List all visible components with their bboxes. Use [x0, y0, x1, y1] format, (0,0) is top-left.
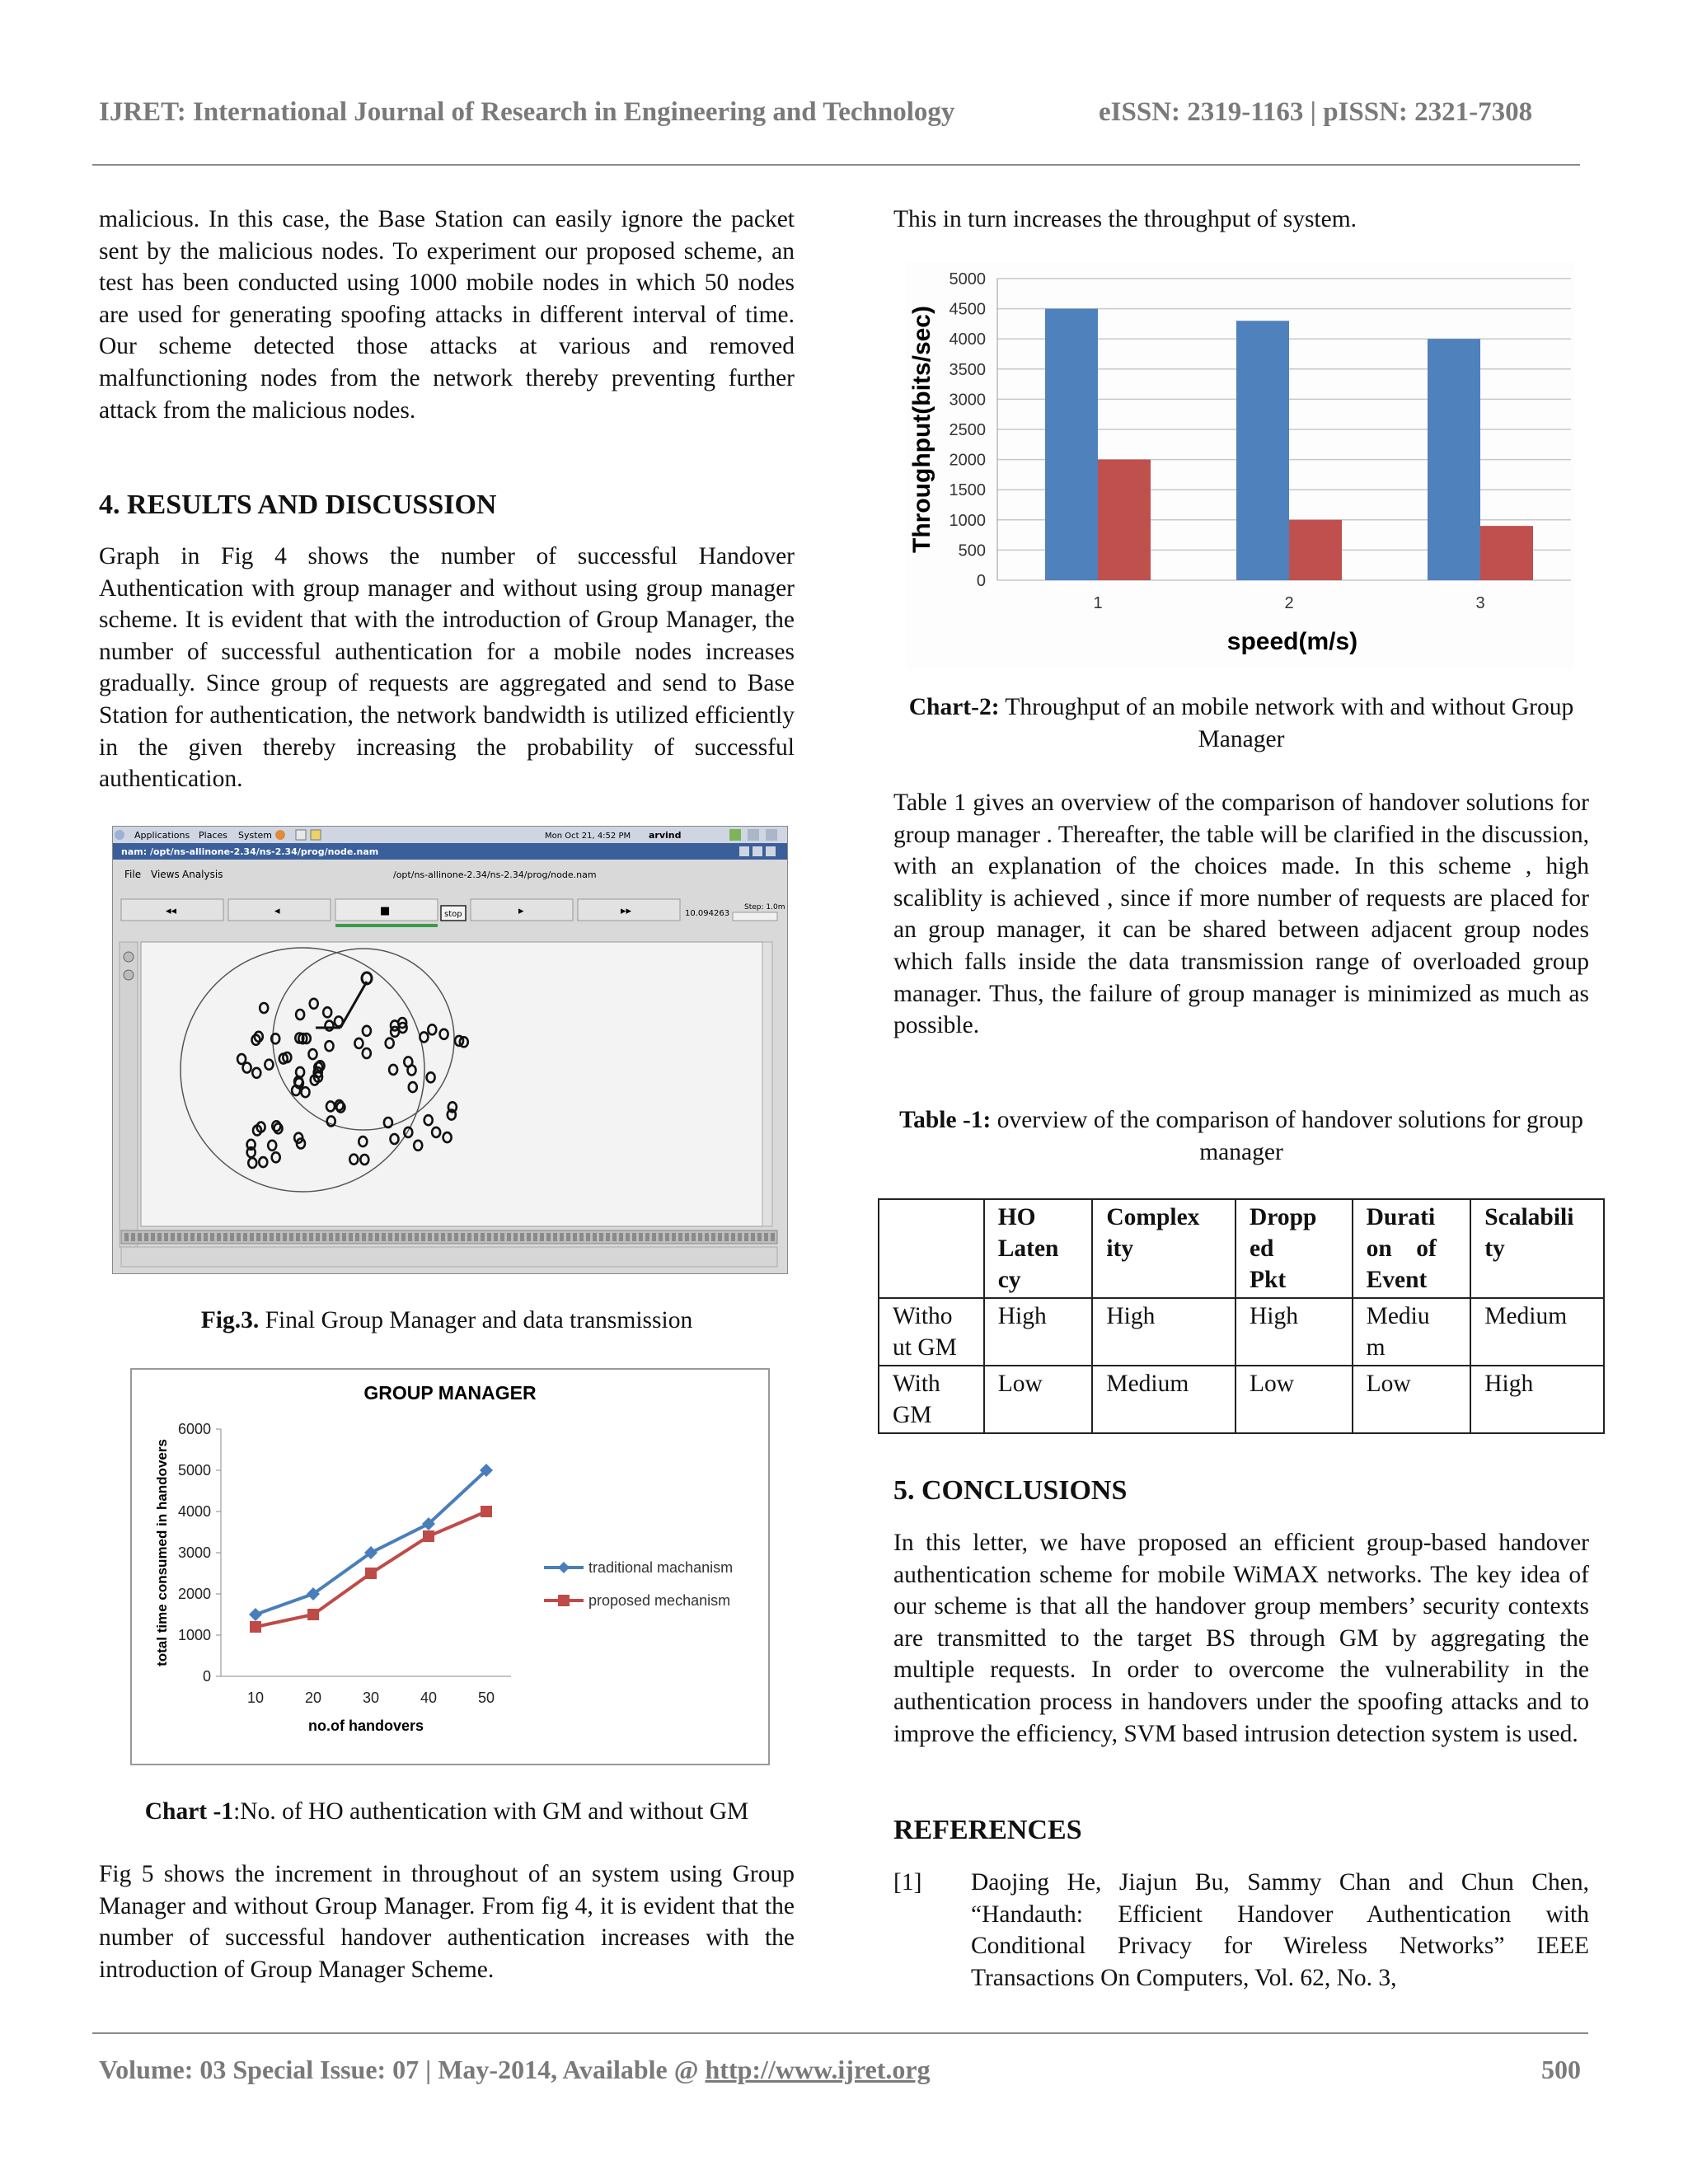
svg-text:◂: ◂	[274, 905, 280, 917]
sim-menu-system: System	[238, 830, 273, 841]
chart2-y-tick-label: 3000	[949, 391, 986, 410]
fig3-label: Fig.3.	[200, 1307, 260, 1333]
table-row	[879, 1298, 1604, 1366]
footer-rule	[92, 2032, 1588, 2034]
footer-volume: Volume: 03 Special Issue: 07 | May-2014, Available @	[99, 2055, 706, 2084]
table1-label: Table -1:	[899, 1107, 992, 1133]
table-cell: Medium	[1470, 1298, 1604, 1366]
chart1-y-tick-label: 4000	[177, 1503, 211, 1520]
app-launcher-icon	[115, 830, 124, 840]
chart1-point	[365, 1568, 377, 1579]
chart2-x-label: speed(m/s)	[1226, 628, 1358, 655]
close-button[interactable]	[766, 846, 776, 856]
svg-text:▸: ▸	[518, 905, 524, 917]
table-header-cell: Scalabili ty	[1470, 1199, 1604, 1298]
sim-user: arvind	[649, 830, 682, 841]
table1-caption	[893, 1104, 1589, 1168]
chart2-y-tick-label: 1500	[949, 481, 986, 500]
chart1-caption	[99, 1796, 795, 1828]
fig3-nam-screenshot	[112, 826, 788, 1274]
tray-battery-icon	[766, 829, 777, 841]
chart1-point	[250, 1621, 261, 1633]
sim-menu-views[interactable]: Views	[151, 869, 180, 880]
page-number: 500	[1541, 2055, 1581, 2084]
chart1-point	[423, 1530, 434, 1542]
table-cell: Low	[984, 1366, 1093, 1433]
table-cell: Medium	[1092, 1366, 1236, 1433]
table-cell: Witho ut GM	[879, 1298, 984, 1366]
sim-menu-places: Places	[199, 830, 227, 841]
table-cell: High	[1470, 1366, 1604, 1433]
chart1-y-label: total time consumed in handovers	[154, 1439, 170, 1666]
chart2-y-tick-label: 2500	[949, 421, 986, 439]
issn-header: eISSN: 2319-1163 | pISSN: 2321-7308	[1099, 97, 1533, 127]
chart1-x-label: no.of handovers	[307, 1718, 424, 1734]
vertical-scrollbar[interactable]	[762, 942, 772, 1226]
step-slider[interactable]	[733, 912, 777, 921]
chart2-bar	[1289, 520, 1342, 580]
sim-path: /opt/ns-allinone-2.34/ns-2.34/prog/node.nam	[393, 869, 597, 880]
chart2-bar	[1236, 321, 1289, 580]
svg-text:◂◂: ◂◂	[166, 905, 177, 917]
sim-step-readout: Step: 1.0m	[744, 903, 785, 912]
table-header-cell: Durati on of Event	[1353, 1199, 1471, 1298]
fig5-paragraph: Fig 5 shows the increment in throughout of an system using Group Manager and without Group Manager. From fig 4, it is evident that the number of successful handover authentication increases with the introduction of Group Manager Scheme.	[99, 1861, 795, 1983]
tray-volume-icon	[748, 829, 759, 841]
chart1-point	[307, 1609, 319, 1620]
chart2-y-tick-label: 4000	[949, 330, 986, 349]
chart1-label: Chart -1	[144, 1798, 234, 1825]
firefox-icon	[275, 830, 285, 840]
chart1-title: GROUP MANAGER	[363, 1382, 537, 1404]
svg-text:stop: stop	[444, 910, 462, 919]
sim-menu-file[interactable]: File	[124, 869, 142, 880]
help-icon	[296, 830, 306, 840]
chart2-bar	[1428, 339, 1480, 580]
table-cell: Low	[1236, 1366, 1353, 1433]
chart2-y-tick-label: 0	[976, 572, 986, 590]
section-4-paragraph: Graph in Fig 4 shows the number of successful Handover Authentication with group manager and without using group manager scheme. It is evident that with the introduction of Group Manager, the number of successful authentication for a mobile nodes increases gradually. Since group of requests are aggregated and send to Base Station for authentication, the network bandwidth is utilized efficiently in the given thereby increasing the probability of successful authentication.	[99, 543, 795, 793]
table-header-cell: Dropp ed Pkt	[1236, 1199, 1353, 1298]
annotation-panel	[121, 1247, 777, 1267]
chart1-x-tick-label: 10	[246, 1690, 265, 1706]
chart2-y-tick-label: 2000	[949, 451, 986, 470]
zoom-out-icon[interactable]	[124, 970, 134, 980]
table1-paragraph: Table 1 gives an overview of the comparison of handover solutions for group manager . Thereafter, the table will be clarified in the discussion, with an explanation of the choices made. In this scheme , high scaliblity is achieved , since if more number of requests are placed for an group manager, it can be shared between adjacent group nodes which falls inside the data transmission range of overloaded group manager. Thus, the failure of group manager is minimized as much as possible.	[893, 790, 1589, 1039]
table-header-cell	[879, 1199, 984, 1298]
chart2-x-tick-label: 3	[1475, 594, 1485, 612]
chart1-x-tick-label: 20	[304, 1690, 322, 1706]
chart1-frame	[130, 1368, 770, 1765]
chart1-y-tick-label: 5000	[177, 1462, 211, 1479]
chart2-caption-text: Throughput of an mobile network with and without Group Manager	[999, 694, 1574, 752]
references-heading: REFERENCES	[893, 1815, 1082, 1845]
chart1-y-tick-label: 0	[202, 1668, 211, 1685]
chart1-x-tick-label: 50	[477, 1690, 495, 1706]
chart2-x-tick-label: 1	[1093, 594, 1103, 612]
chart1-y-tick-label: 2000	[177, 1586, 211, 1602]
table-header-cell: Complex ity	[1092, 1199, 1236, 1298]
maximize-button[interactable]	[753, 846, 762, 856]
chart2-y-tick-label: 5000	[949, 270, 986, 288]
table-cell: High	[1092, 1298, 1236, 1366]
chart1-x-tick-label: 40	[420, 1690, 438, 1706]
section-5-heading: 5. CONCLUSIONS	[893, 1475, 1128, 1506]
chart1-legend-label: traditional machanism	[588, 1559, 734, 1576]
chart2-y-tick-label: 500	[958, 541, 986, 560]
reference-1-text: Daojing He, Jiajun Bu, Sammy Chan and Chun Chen, “Handauth: Efficient Handover Authentication with Conditional Privacy for Wireless Networks” IEEE Transactions On Computers, Vol. 62, No. 3,	[971, 1869, 1589, 1991]
chart2-frame	[907, 262, 1574, 669]
chart2-caption	[893, 691, 1589, 755]
minimize-button[interactable]	[739, 846, 749, 856]
chart2-y-tick-label: 1000	[949, 511, 986, 530]
journal-header: IJRET: International Journal of Research in Engineering and Technology	[99, 97, 955, 127]
table1-caption-text: overview of the comparison of handover solutions for group manager	[991, 1107, 1583, 1165]
chart2-y-tick-label: 3500	[949, 360, 986, 379]
table-cell: High	[1236, 1298, 1353, 1366]
chart1-y-tick-label: 6000	[177, 1421, 211, 1437]
zoom-in-icon[interactable]	[124, 952, 134, 962]
zoom-toolbar	[120, 942, 138, 1247]
chart2-svg	[907, 262, 1574, 669]
editor-icon	[311, 830, 321, 840]
chart1-y-tick-label: 1000	[177, 1627, 211, 1643]
table-cell: With GM	[879, 1366, 984, 1433]
reference-1-number: [1]	[893, 1869, 922, 1896]
chart2-bar	[1045, 309, 1098, 580]
chart2-x-tick-label: 2	[1284, 594, 1294, 612]
sim-window-title: nam: /opt/ns-allinone-2.34/ns-2.34/prog/node.nam	[121, 846, 379, 857]
table-cell: Mediu m	[1353, 1298, 1471, 1366]
chart1-point	[249, 1608, 262, 1621]
intro-paragraph: malicious. In this case, the Base Station can easily ignore the packet sent by the malicious nodes. To experiment our proposed scheme, an test has been conducted using 1000 mobile nodes in which 50 nodes are used for generating spoofing attacks in different interval of time. Our scheme detected those attacks at various and removed malfunctioning nodes from the network thereby preventing further attack from the malicious nodes.	[99, 206, 795, 424]
chart2-label: Chart-2:	[908, 694, 1000, 720]
progress-bar	[335, 924, 438, 927]
header-rule	[92, 164, 1580, 166]
fig3-caption	[99, 1305, 795, 1337]
section-4-heading: 4. RESULTS AND DISCUSSION	[99, 490, 497, 520]
chart2-bar	[1098, 460, 1151, 580]
tray-network-icon	[729, 829, 741, 841]
table-header-row	[879, 1199, 1604, 1298]
sim-menu-applications: Applications	[134, 830, 190, 841]
table-row	[879, 1366, 1604, 1433]
sim-clock: Mon Oct 21, 4:52 PM	[545, 832, 631, 841]
svg-text:▸▸: ▸▸	[621, 905, 632, 917]
fig3-caption-text: Final Group Manager and data transmission	[259, 1307, 693, 1333]
chart1-legend-label: proposed mechanism	[588, 1592, 731, 1609]
chart1-series-line-1	[256, 1470, 486, 1615]
chart2-y-tick-label: 4500	[949, 300, 986, 319]
comparison-table	[878, 1198, 1605, 1434]
section-5-paragraph: In this letter, we have proposed an efficient group-based handover authentication scheme for mobile WiMAX networks. The key idea of our scheme is that all the handover group members’ security contexts are transmitted to the target BS through GM by aggregating the multiple requests. In order to overcome the vulnerability in the authentication process in handovers under the spoofing attacks and to improve the efficiency, SVM based intrusion detection system is used.	[893, 1530, 1589, 1747]
right-top-line: This in turn increases the throughput of system.	[893, 206, 1357, 232]
chart1-caption-text: :No. of HO authentication with GM and without GM	[233, 1798, 749, 1825]
chart1-x-tick-label: 30	[362, 1690, 380, 1706]
chart2-bar	[1480, 526, 1533, 580]
svg-text:■: ■	[380, 905, 391, 917]
chart1-svg	[132, 1370, 768, 1764]
chart1-y-tick-label: 3000	[177, 1544, 211, 1561]
sim-menu-analysis[interactable]: Analysis	[182, 869, 223, 880]
table-header-cell: HO Laten cy	[984, 1199, 1093, 1298]
chart2-y-label: Throughput(bits/sec)	[908, 306, 935, 553]
chart1-point	[481, 1506, 492, 1517]
table-cell: Low	[1353, 1366, 1471, 1433]
sim-time-readout: 10.094263	[685, 909, 730, 918]
footer-text	[99, 2055, 931, 2085]
footer-link[interactable]: http://www.ijret.org	[705, 2055, 931, 2084]
table-cell: High	[984, 1298, 1093, 1366]
nam-canvas[interactable]	[141, 942, 772, 1226]
